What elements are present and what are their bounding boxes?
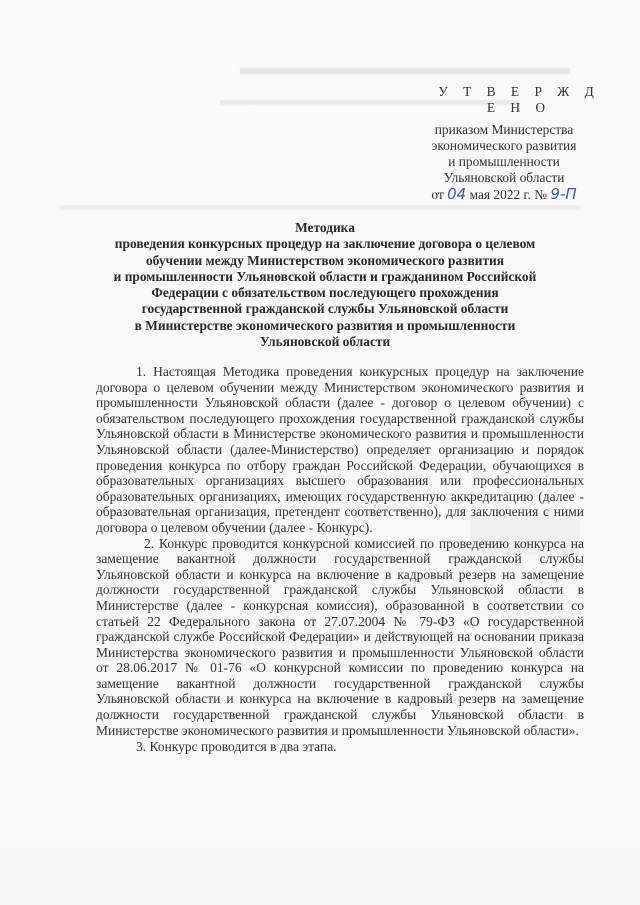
title-line-4: и промышленности Ульяновской области и гражданином Российской bbox=[113, 268, 537, 284]
approval-line-2: экономического развития bbox=[431, 138, 577, 153]
approval-line-4: Ульяновской области bbox=[443, 170, 565, 185]
title-line-6: государственной гражданской службы Ульяновской области bbox=[141, 301, 509, 317]
paragraph-2: 2. Конкурс проводится конкурсной комиссией по проведению конкурса на замещение вакантной должности государственной гражданской службы Ульяновской области и конкурса на включение в кадровый резерв на замещение должности государственной гражданской службы Ульяновской области в Министерстве (далее - конкурсная комиссия), образованной в соответствии со статьей 22 Федерального закона от 27.07.2004 № 79-ФЗ «О государственной гражданской службе Российской Федерации» и действующей на основании приказа Министерства экономического развития и промышленности Ульяновской области от 28.06.2017 № 01-76 «О конкурсной комиссии по проведению конкурса на замещение вакантной должности государственной гражданской службы Ульяновской области и конкурса на включение в кадровый резерв на замещение должности государственной гражданской службы Ульяновской области в Министерстве экономического развития и промышленности Ульяновской области». bbox=[96, 535, 584, 738]
approval-line-3: и промышленности bbox=[448, 154, 560, 169]
approval-block bbox=[404, 84, 604, 203]
bleed-through-shadow bbox=[60, 205, 580, 210]
title-line-3: обучении между Министерством экономического развития bbox=[145, 252, 505, 268]
date-prefix: от bbox=[431, 187, 444, 202]
title-line-5: Федерации с обязательством последующего прохождения bbox=[151, 285, 499, 301]
date-day-handwritten: 04 bbox=[447, 185, 467, 203]
approval-stamp: У Т В Е Р Ж Д Е Н О bbox=[438, 84, 600, 115]
paragraph-1: 1. Настоящая Методика проведения конкурсных процедур на заключение договора о целевом обучении между Министерством экономического развития и промышленности Ульяновской области (далее - договор о целевом обучении) с обязательством последующего прохождения государственной гражданской службы Ульяновской области в Министерстве экономического развития и промышленности Ульяновской области (далее-Министерство) определяет организацию и порядок проведения конкурса по отбору граждан Российской Федерации, обучающихся в образовательных организациях высшего образования или профессиональных образовательных организациях, имеющих государственную аккредитацию (далее - образовательная организация, претендент соответственно), для заключения с ними договора о целевом обучении (далее - Конкурс). bbox=[96, 364, 584, 535]
document-body bbox=[96, 364, 584, 755]
title-line-8: Ульяновской области bbox=[259, 334, 391, 350]
bleed-through-shadow bbox=[240, 68, 570, 74]
title-line-2: проведения конкурсных процедур на заключение договора о целевом bbox=[114, 236, 536, 252]
paragraph-3: 3. Конкурс проводится в два этапа. bbox=[136, 739, 337, 755]
title-line-7: в Министерстве экономического развития и промышленности bbox=[134, 317, 516, 333]
order-number-handwritten: 9-П bbox=[550, 185, 577, 203]
date-middle: мая 2022 г. № bbox=[469, 187, 547, 202]
approval-date-line bbox=[404, 186, 604, 203]
approval-line-1: приказом Министерства bbox=[434, 122, 574, 137]
title-line-1: Методика bbox=[295, 220, 355, 235]
document-title bbox=[90, 220, 560, 350]
